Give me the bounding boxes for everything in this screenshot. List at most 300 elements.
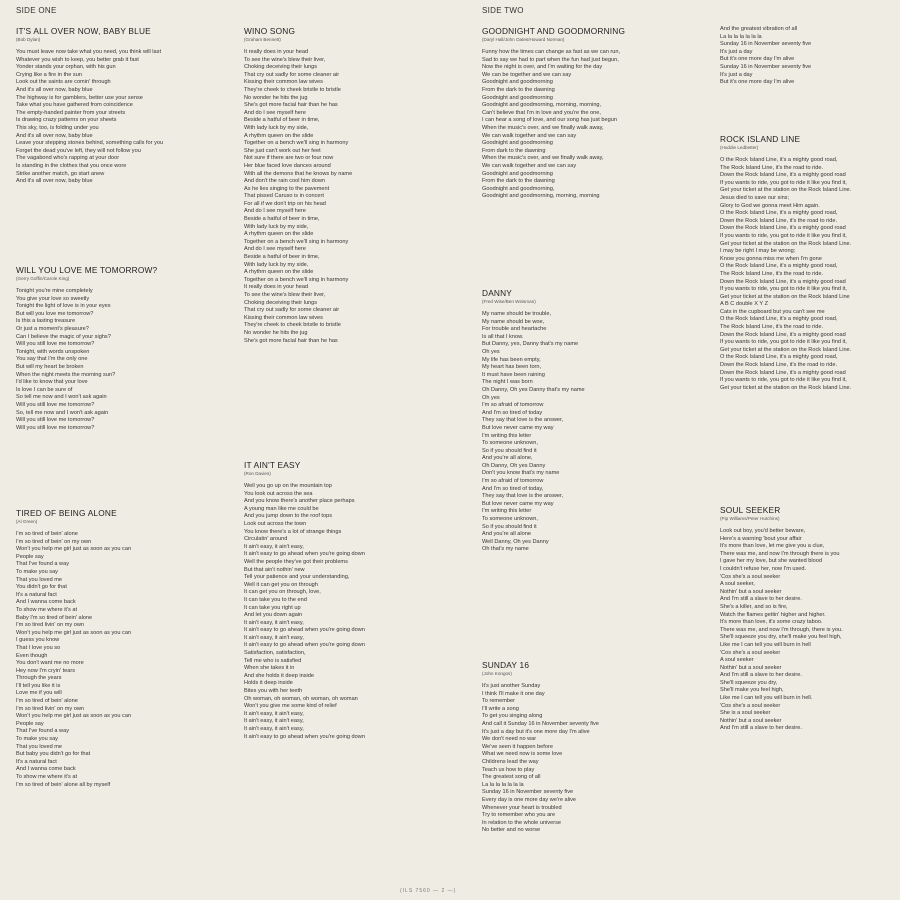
song-sunday-16 [482,660,599,835]
lyric-line: If you wants to ride, you got to ride it like you find it, [720,377,847,384]
lyric-line: It can get you on through, love, [244,589,321,596]
lyric-line: It really does in your head [244,49,309,55]
lyric-line: But love never came my way [482,500,554,507]
song-lyrics [720,26,811,87]
lyric-line: Jesus died to save our sins; [720,194,790,201]
lyric-line: And I'm still a slave to her desire. [720,725,802,732]
side-two-label: SIDE TWO [482,6,524,15]
lyric-line: And I wanna come back [16,599,76,606]
lyric-line: But love never came my way [482,424,554,431]
lyric-line: But baby you didn't go for that [16,751,91,758]
lyric-line: It ain't easy, it ain't easy, [244,718,304,725]
song-lyrics [16,531,131,789]
lyric-line: Watch the flames gettin' higher and higher. [720,611,826,618]
lyric-line: A B C double X Y Z [720,301,768,308]
lyric-line: My name should be woe, [482,318,545,325]
lyric-line: And I'm so tired of today, [482,485,544,492]
lyric-line: So if you should find it [482,447,537,454]
song-lyrics [482,311,585,554]
lyric-line: But Danny, yes, Danny that's my name [482,341,579,348]
lyric-line: The Rock Island Line, it's the road to ride. [720,324,824,331]
lyric-line: I'm so tired of bein' on my own [16,538,92,545]
lyric-line: The empty-handed painter from your streets [16,109,126,116]
lyric-line: Tonight, with words unspoken [16,348,90,355]
lyric-line: When the music's over, and we finally walk away, [482,124,604,131]
lyric-line: To make you say [16,736,58,743]
lyric-line: This sky, too, is folding under you [16,124,99,131]
lyric-line: But will you love me tomorrow? [16,310,94,317]
lyric-line: Sunday 16 in November seventy five [720,63,812,70]
lyric-line: Whenever your heart is troubled [482,804,562,811]
lyric-line: La la la la la la la [720,33,762,40]
song-lyrics [720,157,851,392]
lyric-line: Oh Danny, Oh yes Danny [482,462,546,469]
lyric-line: I'm writing this letter [482,508,532,515]
lyric-line: Choking deceiving their lungs [244,64,318,71]
lyric-line: To remember [482,698,515,705]
lyric-line: Goodnight and goodmorning, [482,185,555,192]
side-one-label: SIDE ONE [16,6,57,15]
lyric-line: Won't you help me girl just as soon as you can [16,629,132,636]
song-title: IT AIN'T EASY [244,460,301,470]
lyric-line: Oh Danny, Oh yes Danny that's my name [482,386,585,393]
lyric-line: Look out the saints are comin' through [16,79,111,86]
lyric-line: Whatever you wish to keep, you better grab it fast [16,56,139,63]
lyric-line: It ain't easy to go ahead when you're going down [244,642,365,649]
lyric-line: We can be together and we can say [482,71,572,78]
lyric-line: It ain't easy to go ahead when you're going down [244,551,365,558]
lyric-line: You must leave now take what you need, you think will last [16,49,162,55]
song-lyrics [244,49,352,345]
lyric-line: From dark to the dawning [482,147,546,154]
lyric-line: Or just a moment's pleasure? [16,325,89,332]
lyric-line: I'm so tired livin' on my own [16,705,85,712]
lyric-line: Her blue faced love dances around [244,162,331,169]
lyric-line: It can take you to the end [244,596,307,603]
lyric-line: Down the Rock Island Line, it's a mighty good road [720,369,846,376]
lyric-line: And you jump down to the roof tops [244,513,333,520]
lyric-line: I'd like to know that your love [16,379,88,386]
lyric-line: Through the years [16,675,62,682]
lyric-line: Well it can get you on through [244,581,318,588]
song-lyrics [16,49,163,186]
lyric-line: A rhythm queen on the slide [244,269,314,276]
lyric-line: A rhythm queen on the slide [244,231,314,238]
lyric-line: Holds it deep inside [244,680,293,687]
lyric-line: I'm so tired livin' on my own [16,622,85,629]
lyric-line: It's just a day but it's one more day I'm alive [482,728,590,735]
lyric-line: Know you gonna miss me when I'm gone [720,255,822,262]
lyric-line: And you're all alone [482,531,531,538]
lyric-line: Circulatin' around [244,536,288,543]
lyric-line: Goodnight and goodmorning, morning, morning, [482,102,602,109]
lyric-line: The Rock Island Line, it's the road to ride. [720,164,824,171]
lyric-line: There was me, and now I'm through there is you [720,550,840,557]
lyric-line: The greatest song of all [482,774,541,781]
lyric-line: You give your love so sweetly [16,295,90,302]
lyric-line: It's just a day [720,48,753,55]
lyric-line: If you wants to ride, you got to ride it like you find it, [720,286,847,293]
lyric-line: Down the Rock Island Line, it's the road to ride. [720,362,838,369]
lyric-line: It's just another Sunday [482,683,541,689]
lyric-line: I'm so tired of bein' alone [16,698,78,705]
lyric-line: Together on a bench we'll sing in harmony [244,276,349,283]
lyric-line: I can hear a song of love, and our song has just begun [482,117,617,124]
lyric-line: So, tell me now and I won't ask again [16,409,109,416]
lyric-line: You look out across the sea [244,490,313,497]
lyric-line: A young man like me could be [244,505,319,512]
song-credit: (Daryl Hall/John Oates/Howard Norman) [482,37,565,42]
song-danny [482,288,585,554]
lyric-line: Try to remember who you are [482,812,556,819]
lyric-line: The Rock Island Line, it's the road to ride. [720,270,824,277]
lyric-line: Glory to God we gonna meet Him again. [720,202,820,209]
lyric-line: La la la la la la la [482,781,524,788]
song-title: ROCK ISLAND LINE [720,134,801,144]
lyric-line: Love me if you will [16,690,62,697]
lyric-line: Won't you give me some kind of relief [244,703,337,710]
lyric-line: O the Rock Island Line, it's a mighty good road, [720,157,838,163]
lyric-line: If you wants to ride, you got to ride it like you find it, [720,339,847,346]
song-goodnight-and-goodmorning [482,26,625,201]
lyric-line: And you know there's another place perhaps [244,498,355,505]
lyric-line: Down the Rock Island Line, it's a mighty good road [720,172,846,179]
lyric-line: Together on a bench we'll sing in harmony [244,238,349,245]
lyric-line: Goodnight and goodmorning [482,79,553,86]
lyric-line: And it's all over now, baby blue [16,86,93,93]
lyric-line: It's a natural fact [16,758,57,765]
lyric-line: Tonight you're mine completely [16,288,93,294]
lyric-line: Will you still love me tomorrow? [16,401,95,408]
lyric-line: With lady luck by my side, [244,261,309,268]
lyric-line: Funny how the times can change as fast as we can run, [482,49,621,55]
lyric-line: She'll squeeze you dry, she'll make you feel high, [720,634,842,641]
lyric-line: Oh woman, oh woman, oh woman, oh woman [244,695,358,702]
song-it-aint-easy [244,460,365,741]
lyric-line: She's a killer, and so is fire, [720,603,788,610]
lyric-line: I may be right I may be wrong; [720,248,796,255]
lyric-line: And I wanna come back [16,766,76,773]
lyric-line: And the greatest vibration of all [720,26,798,32]
lyric-line: We can walk together and we can say [482,162,577,169]
lyric-line: We've seen it happen before [482,743,553,750]
lyric-line: Well Danny, Oh yes Danny [482,538,549,545]
lyric-line: O the Rock Island Line, it's a mighty good road, [720,316,838,323]
lyric-line: And do I see myself here [244,208,306,215]
song-credit: (John Kongos) [482,671,512,676]
lyric-line: It's just a day [720,71,753,78]
lyric-line: You don't want me no more [16,660,84,667]
lyric-line: No wonder he hits the jug [244,94,308,101]
lyric-line: I'm so tired of bein' alone [16,531,78,537]
lyric-line: Won't you help me girl just as soon as you can [16,546,132,553]
lyric-line: I gave her my love, but she wanted blood [720,558,822,565]
lyric-line: So tell me now and I won't ask again [16,394,107,401]
lyric-line: And call it Sunday 16 in November seventy five [482,720,599,727]
lyric-line: She is a soul seeker [720,710,771,717]
lyric-line: To get you singing along [482,713,543,720]
lyric-line: Tell me who is satisfied [244,657,302,664]
lyric-line: And don't the rain cool him down [244,178,325,185]
song-title: TIRED OF BEING ALONE [16,508,117,518]
lyric-line: Can't believe that I'm in love and you're the one, [482,109,601,116]
lyric-line: She'll squeeze you dry, [720,679,778,686]
lyric-line: That pissed Caruso is in concert [244,193,324,200]
lyric-line: There was me, and now I'm through, there is you. [720,626,843,633]
lyric-line: A soul seeker [720,657,754,664]
lyric-line: Beside a hatful of beer in time, [244,117,320,124]
lyric-line: It ain't easy, it ain't easy, [244,726,304,732]
lyric-line: It can take you right up [244,604,301,611]
lyric-line: My life has been empty, [482,356,541,363]
lyric-line: Satisfaction, satisfaction, [244,650,306,657]
lyric-line: Goodnight and goodmorning [482,94,553,101]
lyric-line: Cats in the cupboard but you can't see me [720,308,825,315]
song-title: GOODNIGHT AND GOODMORNING [482,26,626,36]
lyric-line: You say that I'm the only one [16,356,88,363]
song-credit: (Pip Williams/Peter Hutchins) [720,516,780,521]
lyric-line: O the Rock Island Line, it's a mighty good road, [720,263,838,270]
lyric-line: Crying like a fire in the sun [16,71,82,78]
catalog-footer: (ILS 7560 — 2 —) [400,888,457,894]
lyric-line: 'Cos she's a soul seeker [720,573,781,580]
lyric-line: Now the night is over, and I'm waiting for the day [482,64,603,71]
lyric-line: But it's one more day I'm alive [720,79,795,86]
song-title: SUNDAY 16 [482,660,530,670]
song-credit: (Huddie Ledbetter) [720,145,759,150]
lyric-line: People say [16,720,44,727]
lyric-line: Teach us how to play [482,766,535,773]
lyric-line: She'll make you feel high, [720,687,784,694]
lyric-line: But it's one more day I'm alive [720,56,795,63]
lyric-line: Forget the dead you've left, they will not follow you [16,147,141,154]
lyric-line: If you wants to ride, you got to ride it like you find it, [720,179,847,186]
song-lyrics [482,683,599,835]
lyric-line: Childrens lead the way [482,758,539,765]
song-lyrics [16,288,157,432]
lyric-line: They're cheek to cheek bristle to bristle [244,86,341,93]
lyric-line: Like me I can tell you will burn in hell. [720,695,813,702]
lyric-line: She just can't work out her feet [244,147,321,154]
lyric-line: We don't need no war [482,736,537,743]
lyric-line: From the dark to the dawning [482,86,555,93]
lyric-line: If you wants to ride, you got to ride it like you find it, [720,232,847,239]
song-credit: (Graham Bennett) [244,37,281,42]
lyric-line: Sad to say we had to part when the fun had just begun, [482,56,619,63]
lyric-line: 'Cos she's a soul seeker [720,702,781,709]
lyric-line: Will you still love me tomorrow? [16,417,95,424]
lyric-line: No wonder he hits the jug [244,329,308,336]
lyric-line: Like me I can tell you will burn in hell [720,641,811,648]
lyric-line: Hey now I'm cryin' tears [16,667,76,674]
song-baby-blue [16,26,163,186]
song-title: IT'S ALL OVER NOW, BABY BLUE [16,26,151,36]
lyric-line: And do I see myself here [244,109,306,116]
lyric-line: Is love I can be sure of [16,386,73,393]
lyric-line: Is drawing crazy patterns on your sheets [16,117,117,124]
lyric-line: When the night meets the morning sun? [16,371,116,378]
lyric-line: Every day is one more day we're alive [482,796,577,803]
lyric-line: You know there's a lot of strange things [244,528,342,535]
lyric-line: Is standing in the clothes that you once wore [16,162,127,169]
song-title: DANNY [482,288,513,298]
lyric-line: Nothin' but a soul seeker [720,588,782,595]
lyric-line: That I've found a way [16,728,69,735]
lyric-line: I'll write a song [482,705,519,712]
lyric-line: And it's all over now, baby blue [16,132,93,139]
lyric-line: Nothin' but a soul seeker [720,664,782,671]
lyric-line: Kissing their common law wives [244,79,323,86]
lyric-line: A rhythm queen on the slide [244,132,314,139]
lyric-line: Is all that I know. [482,333,524,340]
song-credit: (Ron Davies) [244,471,271,476]
lyric-line: 'Cos she's a soul seeker [720,649,781,656]
lyric-line: And you're all alone, [482,455,533,462]
lyric-line: The night I was born [482,379,533,386]
lyric-line: To make you say [16,568,58,575]
lyric-line: Bites you with her teeth [244,688,303,695]
lyric-line: But will my heart be broken [16,363,84,370]
lyric-line: It ain't easy, it ain't easy, [244,543,304,550]
lyric-line: Get your ticket at the station on the Rock Island Line [720,293,850,300]
lyric-line: She's got more facial hair than he has [244,337,338,344]
lyric-line: And do I see myself here [244,246,306,253]
lyric-line: Don't you know that's my name [482,470,560,477]
lyric-line: It must have been raining [482,371,545,378]
lyric-line: Tell your patience and your understanding, [244,574,350,581]
lyric-line: That cry out sadly for some cleaner air [244,307,340,314]
song-will-you-love-me [16,265,157,432]
lyric-line: Down the Rock Island Line, it's a mighty good road [720,225,846,232]
lyric-line: And I'm so tired of today [482,409,543,416]
lyric-line: Is this a lasting treasure [16,318,76,325]
lyric-line: It ain't easy, it ain't easy, [244,634,304,641]
song-credit: (Al Green) [16,519,38,524]
lyric-line: To someone unknown, [482,516,538,523]
lyric-line: That you loved me [16,576,63,583]
lyric-line: And I'm still a slave to her desire. [720,672,802,679]
lyric-line: Choking deceiving their lungs [244,299,318,306]
lyric-line: Get your ticket at the station on the Rock Island Line. [720,346,852,353]
lyric-line: It's more than love, let me give you a clue, [720,543,825,550]
lyric-line: A soul seeker, [720,581,755,588]
lyric-line: Tonight the light of love is in your eyes [16,303,111,310]
song-soul-seeker [720,505,843,733]
lyric-line: They say that love is the answer, [482,417,564,424]
lyric-line: Take what you have gathered from coincidence [16,102,133,109]
lyric-line: Nothin' but a soul seeker [720,717,782,724]
lyric-line: With all the demons that he knows by name [244,170,353,177]
lyric-line: And I'm still a slave to her desire. [720,596,802,603]
song-lyrics [482,49,625,201]
lyric-line: I couldn't refuse her, now I'm used. [720,565,807,572]
lyric-line: Get your ticket at the station on the Rock Island Line. [720,187,852,194]
song-lyrics [720,528,843,733]
lyric-line: Oh that's my name [482,546,529,553]
lyric-line: Sunday 16 in November seventy five [720,41,812,48]
lyric-line: Even though [16,652,48,659]
lyric-line: I'll tell you like it is [16,682,61,689]
lyric-line: It's a natural fact [16,591,57,598]
lyric-line: Look out across the town [244,520,307,527]
lyric-line: To show me where it's at [16,606,78,613]
lyric-line: When she takes it in [244,665,295,672]
lyric-line: You didn't go for that [16,584,67,591]
song-wino-song [244,26,352,345]
lyric-line: Leave your stepping stones behind, something calls for you [16,140,164,147]
song-tired-of-being-alone [16,508,131,789]
lyric-line: Get your ticket at the station on the Rock Island Line. [720,384,852,391]
lyric-line: Beside a hatful of beer in time, [244,216,320,223]
lyric-line: They say that love is the answer, [482,493,564,500]
lyric-line: O the Rock Island Line, it's a mighty good road, [720,354,838,361]
lyric-line: Oh yes [482,348,500,355]
lyric-line: I'm so tired of bein' alone all by myself [16,781,111,788]
song-title: WINO SONG [244,26,296,36]
lyric-line: It really does in your head [244,284,309,291]
lyric-line: Here's a warning 'bout your affair [720,535,802,542]
lyric-line: No better and no worse [482,827,541,834]
lyric-line: My name should be trouble, [482,311,552,317]
lyric-line: Beside a hatful of beer in time, [244,254,320,261]
lyric-line: I'm so afraid of tomorrow [482,478,544,485]
song-sunday-16-continued [720,26,811,87]
lyric-line: To see the wine's blew their liver, [244,292,326,298]
lyric-line: With lady luck by my side, [244,223,309,230]
lyric-line: With lady luck by my side, [244,124,309,131]
lyric-line: To someone unknown, [482,440,538,447]
song-credit: (Gerry Goffin/Carole King) [16,276,70,281]
lyric-line: From the dark to the dawning [482,178,555,185]
lyric-line: For all if we don't trip on his head [244,200,326,207]
lyric-line: That I've found a way [16,561,69,568]
lyric-line: Strike another match, go start anew [16,170,105,177]
lyric-line: Oh yes [482,394,500,401]
lyric-line: To show me where it's at [16,774,78,780]
lyric-line: Well you go up on the mountain top [244,483,332,489]
lyric-line: Not sure if there are two or four now [244,155,334,162]
lyric-line: It's more than love, it's some crazy taboo. [720,619,823,626]
lyric-line: And let you down again [244,612,303,619]
lyric-line: I'm writing this letter [482,432,532,439]
lyric-line: Won't you help me girl just as soon as you can [16,713,132,720]
lyric-line: Goodnight and goodmorning [482,140,553,147]
lyric-line: Goodnight and goodmorning [482,170,553,177]
lyric-line: It ain't easy to go ahead when you're going down [244,627,365,634]
lyric-line: The highway is for gamblers, better use your sense [16,94,143,101]
song-credit: (Fred Wise/Ben Weisman) [482,299,536,304]
lyric-line: She's got more facial hair than he has [244,102,338,109]
lyric-line: It ain't easy to go ahead when you're going down [244,733,365,740]
lyric-line: Down the Rock Island Line, it's a mighty good road [720,278,846,285]
lyric-line: It ain't easy, it ain't easy, [244,619,304,626]
lyric-line: Yonder stands your orphan, with his gun [16,64,116,71]
lyric-line: We can walk together and we can say [482,132,577,139]
lyric-line: O the Rock Island Line, it's a mighty good road, [720,210,838,217]
lyric-line: That I love you so [16,644,61,651]
lyric-line: Will you still love me tomorrow? [16,341,95,348]
lyric-line: Sunday 16 in November seventy five [482,789,574,796]
lyric-line: Look out boy, you'd better beware, [720,528,806,534]
lyric-line: Down the Rock Island Line, it's a mighty good road [720,331,846,338]
lyric-line: So if you should find it [482,523,537,530]
lyric-line: That you loved me [16,743,63,750]
lyric-line: Well the people they've got their problems [244,558,348,565]
lyric-line: To see the wine's blew their liver, [244,56,326,63]
lyric-line: I'm so afraid of tomorrow [482,402,544,409]
lyric-line: My heart has been torn, [482,364,542,371]
lyric-line: Kissing their common law wives [244,314,323,321]
